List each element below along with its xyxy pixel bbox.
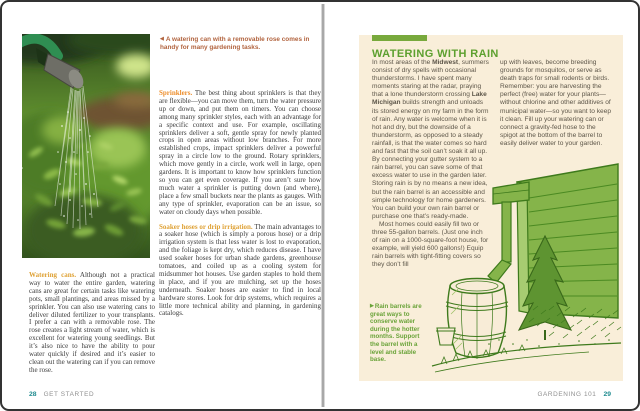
- soaker-paragraph: [159, 224, 321, 319]
- right-footer-label: GARDENING 101: [537, 391, 597, 398]
- downspout: [488, 202, 511, 283]
- sb-p1-seg3: , summers consist of dry spells with occasional thunderstorms. I have spent many moments staring at the radar, praying that a lone thunderstorm crossing: [372, 59, 489, 99]
- soaker-body: The main advantages to a soaker hose (which is simply a porous hose) or a drip irrigation system is that less water is lost to evaporation, and the foliage is kept dry, which reduces disease. I have used soaker hoses for urban shade gardens, greenhouse tomatoes, and coiled up as a cooling system for midsummer hot houses. Use garden staples to hold them in place, and if you are mulching, set up the hoses underneath. Soaker hoses are easier to find in local hardware stores. Look for drip systems, which requires a little more technical ability and planning, in gardening catalogs.: [159, 222, 321, 318]
- sb-p1-seg1: In most areas of the: [372, 59, 433, 66]
- small-pot: [436, 328, 456, 345]
- caption-arrow-left-icon: ◀: [160, 36, 164, 42]
- left-page-right-column: [159, 90, 321, 325]
- watering-cans-body: Although not a practical way to water the entire garden, watering cans are great for certain tasks like watering pots, small plantings, and areas missed by a sprinkler. You can also use watering cans to deliver diluted fertilizer to your transplants. I prefer a can with a removable rose. The rose creates a light stream of water, which is excellent for watering young seedlings. But it’s also nice to have the ability to pour water quickly if desired and it’s easier to clean out the watering can if you can remove the rose.: [29, 271, 155, 374]
- rain-barrel: [446, 279, 508, 360]
- watering-can-photo: [22, 34, 150, 258]
- caption-arrow-right-icon: ▶: [370, 303, 374, 309]
- sprinklers-lead: Sprinklers.: [159, 89, 193, 97]
- photo-caption: [160, 35, 312, 52]
- left-page-number: 28: [29, 391, 37, 398]
- sb-p1-bold-lake-michigan: Lake Michigan: [372, 91, 487, 107]
- sidebar-paragraph-2: Most homes could easily fill two or three 55-gallon barrels. (Just one inch of rain on a 1000-square-foot house, for example, will yield 600 gallons!) Equip rain barrels with tight-fitting covers so they don’t fill: [372, 220, 489, 269]
- rain-barrel-caption: [370, 303, 423, 364]
- page-spine-divider: [322, 4, 324, 407]
- watering-cans-lead: Watering cans.: [29, 271, 77, 279]
- soaker-lead: Soaker hoses or drip irrigation.: [159, 222, 253, 231]
- sidebar-title: WATERING WITH RAIN: [372, 48, 499, 60]
- rain-barrel-caption-text: Rain barrels are great ways to conserve water during the hotter months. Support the barrel with a level and stable base.: [370, 303, 422, 364]
- sb-p1-bold-midwest: Midwest: [432, 59, 459, 66]
- sprinklers-paragraph: [159, 90, 321, 217]
- sidebar-accent-bar: [372, 35, 427, 41]
- right-page-footer: [537, 391, 611, 398]
- watering-cans-paragraph: [29, 272, 155, 375]
- rain-barrel-illustration: [429, 160, 623, 381]
- sidebar-paragraph-3: up with leaves, become breeding grounds for mosquitos, or serve as death traps for small rodents or birds. Remember: you are harvesting the perfect (free) water for your plants—without chlorine and other additives of municipal water—so you want to keep it clean. Fill up your watering can or connect a gravity-fed hose to the spigot at the bottom of the barrel to easily deliver water to your garden.: [500, 59, 612, 147]
- left-page-footer: [29, 391, 94, 398]
- sb-p1-seg5: builds strength and unloads its stored energy on my farm in the form of rain. Any water is welcome when it is hot and dry, but the downside of a thunderstorm, as opposed to a steady rainfall, is that the water comes so hard and fast that the soil can’t soak it all up. By connecting your gutter system to a rain barrel, you can save some of that excess water to use in the garden later. Storing rain is by no means a new idea, but the rain barrel is an accessible and simple technology for home gardeners. You can build your own rain barrel or purchase one that’s ready-made.: [372, 99, 489, 220]
- watering-can-photo-art: [22, 34, 150, 258]
- sidebar-column-2: [500, 59, 612, 148]
- left-page-left-column: [29, 272, 155, 375]
- left-footer-label: GET STARTED: [43, 391, 95, 398]
- right-page-number: 29: [603, 391, 611, 398]
- sprinklers-body: The best thing about sprinklers is that they are flexible—you can move them, turn the water pressure up or down, and put them on timers. You can choose among many sprinkler styles, each with an advantage for a specific context and use. For example, oscillating sprinklers deliver a soft, gentle spray for newly planted crops in open areas without low branches. For more established crops, impact sprinklers deliver a powerful spray in a circle low to the ground. Rotary sprinklers, which move gently in a circle, work well in large, open gardens. It is important to know how sprinklers function so you can get even coverage. If you aren’t sure how much water a sprinkler is putting down (and where), place a few small buckets near the plants as gauges. With any type of sprinkler, evaporation can be an issue, so water on cloudy days when possible.: [159, 89, 321, 216]
- watering-with-rain-sidebar: [359, 35, 623, 381]
- photo-caption-text: A watering can with a removable rose comes in handy for many gardening tasks.: [160, 36, 310, 51]
